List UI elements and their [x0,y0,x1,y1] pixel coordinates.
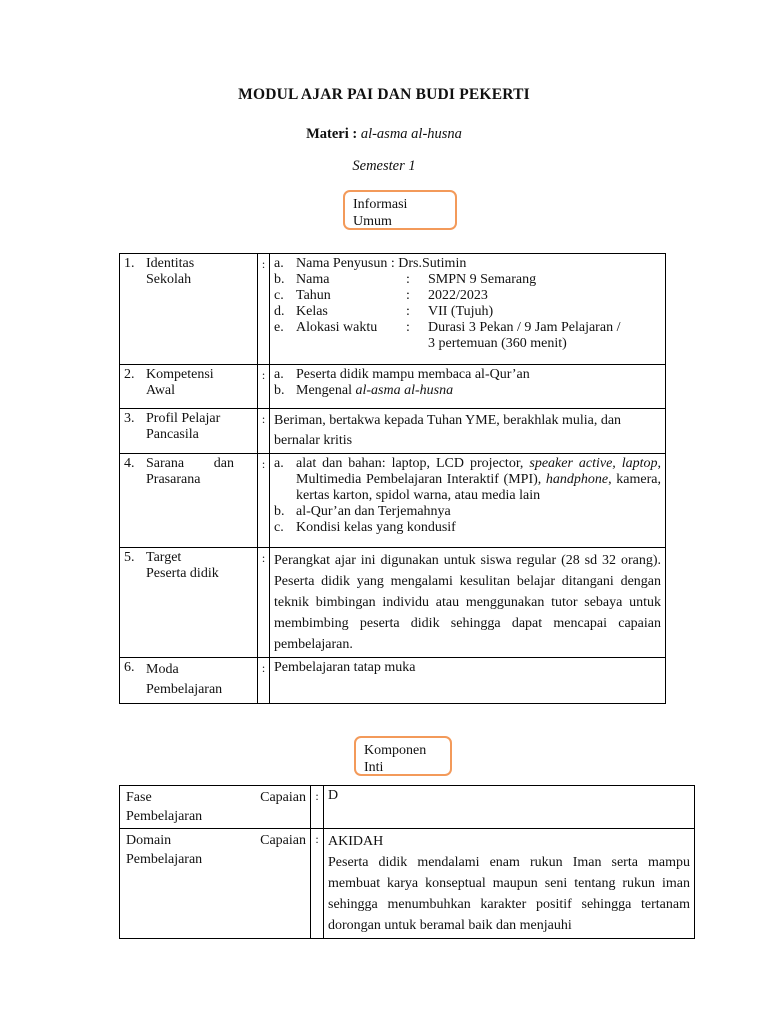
colon: : [258,254,270,365]
materi-value: al-asma al-husna [360,126,462,142]
table-row [120,548,666,658]
row-value [270,254,666,365]
row-label: 5. Target Peserta didik [120,548,258,658]
row-label: 4. Sarana dan Prasarana [120,454,258,548]
list-item: a. Nama Penyusun : Drs.Sutimin [274,256,467,271]
table-row [120,365,666,409]
list-item: b. Nama : SMPN 9 Semarang [274,272,537,287]
colon: : [258,548,270,658]
list-item: d. Kelas : VII (Tujuh) [274,304,494,319]
semester-label: Semester 1 [352,158,416,174]
colon: : [258,454,270,548]
row-label-line2: Sekolah [146,272,192,287]
table-row [120,786,695,829]
informasi-umum-line2: Umum [353,214,392,229]
table-row [120,254,666,365]
informasi-umum-box [343,190,457,230]
materi-line [0,126,768,143]
komponen-inti-line2: Inti [364,760,384,775]
informasi-umum-table [119,253,666,704]
table-row [120,658,666,704]
row-label [120,254,258,365]
informasi-umum-line1: Informasi [353,197,408,212]
komponen-inti-table [119,785,695,939]
domain-description: Peserta didik mendalami enam rukun Iman serta mampu membuat karya konseptual maupun seni tentang rukun iman sehingga menumbuhkan karakter positif sehingga tertanam dorongan untuk beramal baik dan menjauhi [328,855,690,933]
row-label: 6. Moda Pembelajaran [120,658,258,704]
row-value: Perangkat ajar ini digunakan untuk siswa regular (28 sd 32 orang). Peserta didik yang mengalami kesulitan belajar ditangani dengan teknik bimbingan individu atau menggunakan tutor sebaya untuk membimbing peserta didik sehingga dapat mencapai capaian pembelajaran. [270,548,666,658]
colon: : [258,365,270,409]
table-row [120,409,666,454]
colon: : [311,829,324,939]
list-item: b. Mengenal al-asma al-husna [274,383,454,398]
row-label-line1: Identitas [146,256,195,271]
list-item: c. Tahun : 2022/2023 [274,288,488,303]
komponen-inti-box [354,736,452,776]
row-value: D [324,786,695,829]
row-label: 3. Profil Pelajar Pancasila [120,409,258,454]
list-item: c. Kondisi kelas yang kondusif [274,520,456,535]
list-item: a. Peserta didik mampu membaca al-Qur’an [274,367,530,382]
row-label: Fase Capaian Pembelajaran [120,786,311,829]
row-value [324,829,695,939]
document-title: MODUL AJAR PAI DAN BUDI PEKERTI [238,86,530,103]
colon: : [258,658,270,704]
alokasi-waktu-continuation: 3 pertemuan (360 menit) [428,336,567,351]
domain-heading: AKIDAH [328,834,384,849]
list-item: e. Alokasi waktu : Durasi 3 Pekan / 9 Jam Pelajaran / [274,320,621,335]
materi-label: Materi : [306,126,358,142]
table-row [120,829,695,939]
komponen-inti-line1: Komponen [364,743,427,758]
table-row [120,454,666,548]
row-value [270,454,666,548]
list-item: b. al-Qur’an dan Terjemahnya [274,504,451,519]
row-value: Beriman, bertakwa kepada Tuhan YME, berakhlak mulia, dan bernalar kritis [270,409,666,454]
row-number: 1. [124,256,135,271]
row-value: Pembelajaran tatap muka [270,658,666,704]
row-value [270,365,666,409]
row-label: Domain Capaian Pembelajaran [120,829,311,939]
row-label: 2. Kompetensi Awal [120,365,258,409]
colon: : [311,786,324,829]
list-item: a. alat dan bahan: laptop, LCD projector, speaker active, laptop, Multimedia Pembelajaran Interaktif (MPI), handphone, kamera, kertas karton, spidol warna, atau media lain [274,456,661,503]
colon: : [258,409,270,454]
